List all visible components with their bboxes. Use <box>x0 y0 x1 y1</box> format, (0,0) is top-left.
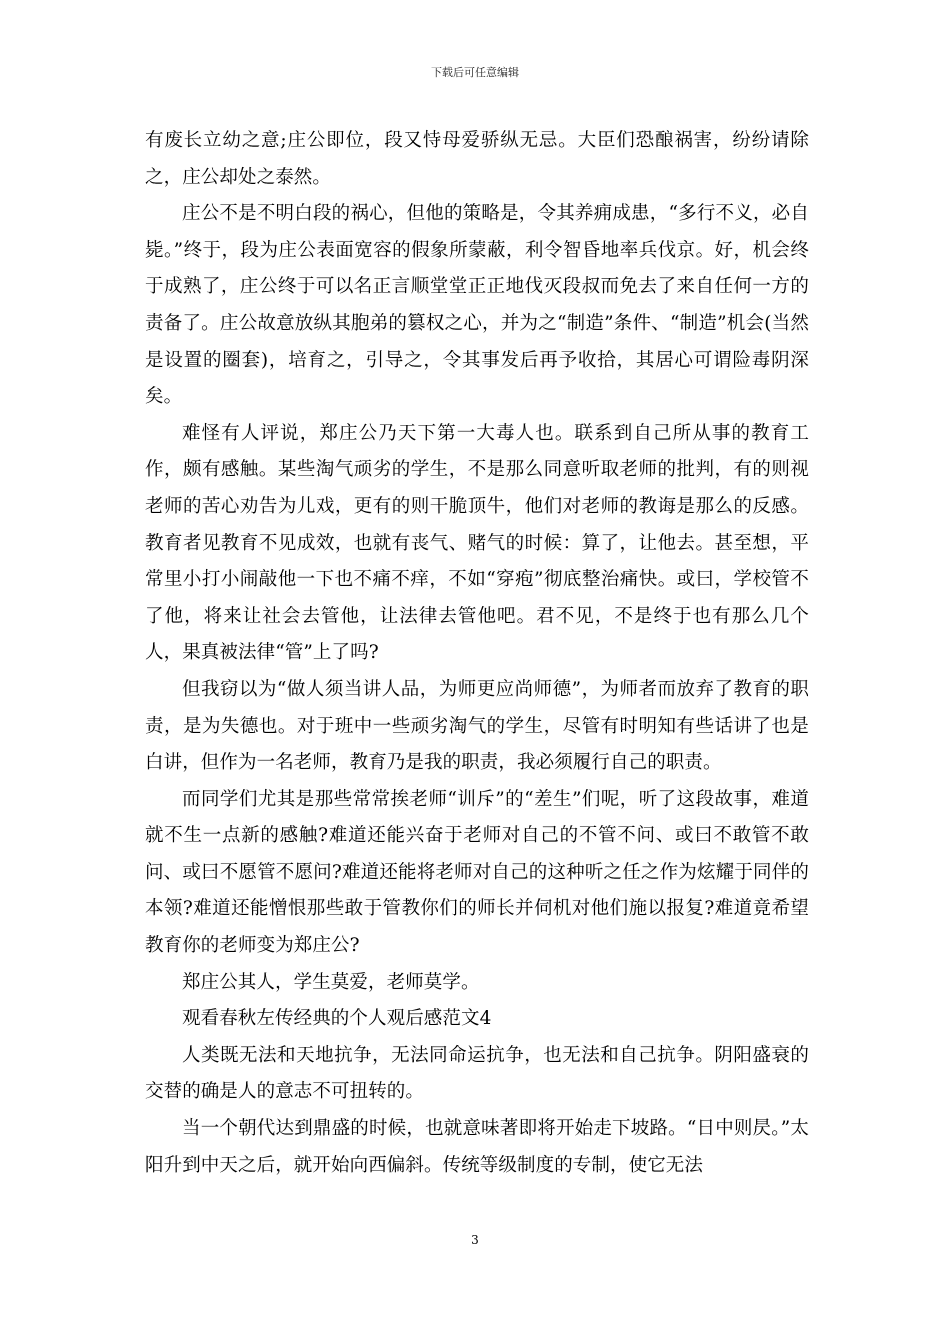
paragraph: 而同学们尤其是那些常常挨老师“训斥”的“差生”们呢，听了这段故事，难道就不生一点新的感触?难道还能兴奋于老师对自己的不管不问、或曰不敢管不敢问、或曰不愿管不愿问?难道还能将老师对自己的这种听之任之作为炫耀于同伴的本领?难道还能憎恨那些敢于管教你们的师长并伺机对他们施以报复?难道竟希望教育你的老师变为郑庄公? <box>145 788 809 957</box>
document-body <box>145 123 809 1184</box>
page-header: 下载后可任意编辑 <box>431 66 519 79</box>
paragraph: 难怪有人评说，郑庄公乃天下第一大毒人也。联系到自己所从事的教育工作，颇有感触。某些淘气顽劣的学生，不是那么同意听取老师的批判，有的则视老师的苦心劝告为儿戏，更有的则干脆顶牛，他们对老师的教诲是那么的反感。教育者见教育不见成效，也就有丧气、赌气的时候：算了，让他去。甚至想，平常里小打小闹敲他一下也不痛不痒，不如“穿疱”彻底整治痛快。或曰，学校管不了他，将来让社会去管他，让法律去管他吧。君不见，不是终于也有那么几个人，果真被法律“管”上了吗? <box>145 422 809 664</box>
paragraph: 庄公不是不明白段的祸心，但他的策略是，令其养痈成患，“多行不义，必自毙。”终于，段为庄公表面宽容的假象所蒙蔽，利令智昏地率兵伐京。好，机会终于成熟了，庄公终于可以名正言顺堂堂正正地伐灭段叔而免去了来自任何一方的责备了。庄公故意放纵其胞弟的篡权之心，并为之“制造”条件、“制造”机会(当然是设置的圈套)，培育之，引导之，令其事发后再予收拾，其居心可谓险毒阴深矣。 <box>145 203 809 408</box>
page-number: 3 <box>471 1233 479 1247</box>
paragraph: 郑庄公其人，学生莫爱，老师莫学。 <box>182 971 480 993</box>
paragraph: 但我窃以为“做人须当讲人品，为师更应尚师德”，为师者而放弃了教育的职责，是为失德也。对于班中一些顽劣淘气的学生，尽管有时明知有些话讲了也是白讲，但作为一名老师，教育乃是我的职责，我必须履行自己的职责。 <box>145 678 809 774</box>
paragraph: 人类既无法和天地抗争，无法同命运抗争，也无法和自己抗争。阴阳盛衰的交替的确是人的意志不可扭转的。 <box>145 1044 809 1103</box>
section-heading: 观看春秋左传经典的个人观后感范文4 <box>182 1008 492 1030</box>
paragraph: 有废长立幼之意;庄公即位，段又恃母爱骄纵无忌。大臣们恐酿祸害，纷纷请除之，庄公却处之泰然。 <box>145 130 809 188</box>
paragraph: 当一个朝代达到鼎盛的时候，也就意味著即将开始走下坡路。“日中则昃。”太阳升到中天之后，就开始向西偏斜。传统等级制度的专制，使它无法 <box>145 1118 809 1176</box>
